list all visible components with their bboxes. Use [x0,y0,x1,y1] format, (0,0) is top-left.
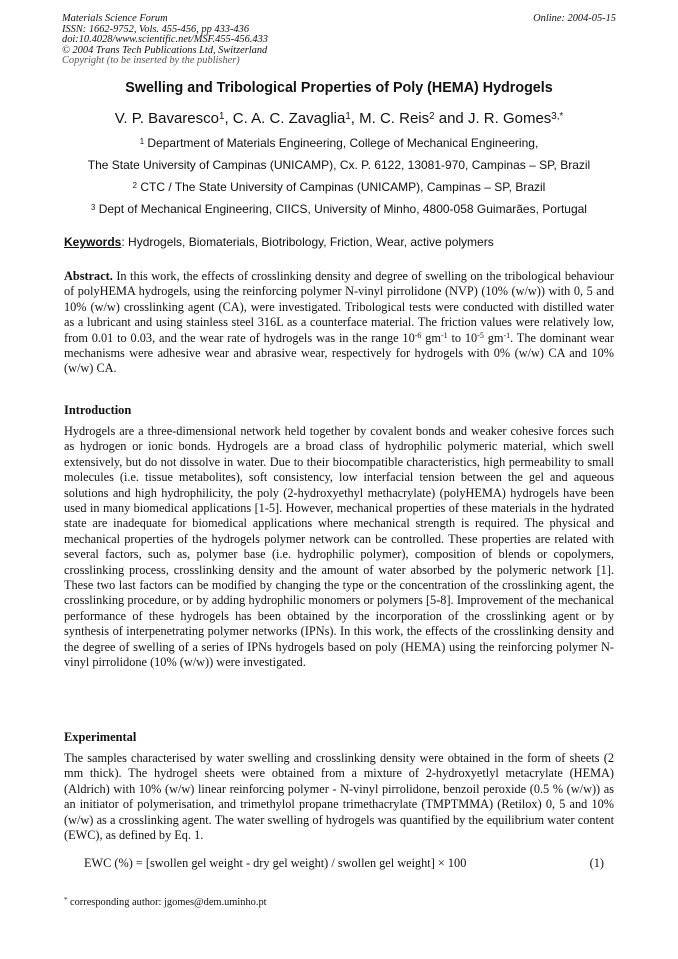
equation-text: EWC (%) = [swollen gel weight - dry gel weight) / swollen gel weight] × 100 [84,856,467,870]
author-affil-mark: 1 [345,110,351,122]
copyright-line: © 2004 Trans Tech Publications Ltd, Switzerland [62,44,268,56]
online-date: Online: 2004-05-15 [533,13,616,24]
paper-title: Swelling and Tribological Properties of Poly (HEMA) Hydrogels [125,80,553,96]
abstract-text: In this work, the effects of crosslinking density and degree of swelling on the tribological behaviour of polyHEMA hydrogels, using the reinforcing polymer N-vinyl pirrolidone (NVP) (10% (w/w)) with 0, 5 and 10% (w/w) crosslinking agent (CA), were investigated. Tribological tests were conducted with distilled water as a lubricant and using stainless steel 316L as a counterface material. The friction values were relatively low, from 0.01 to 0.03, and the wear rate of hydrogels was in the range 10 [64,269,614,345]
footnote [64,897,267,908]
author-affil-mark: 2 [429,110,435,122]
author-separator: and [434,110,468,127]
unit: gm [421,330,441,345]
keywords [64,235,494,249]
exponent: -5 [477,331,484,341]
affil-mark: 3 [91,202,96,212]
journal-name: Materials Science Forum [62,13,168,24]
keywords-list: : Hydrogels, Biomaterials, Biotribology, Friction, Wear, active polymers [121,235,494,249]
affiliation-3 [0,202,678,216]
equation-number: (1) [589,856,604,870]
abstract-label: Abstract. [64,269,113,283]
doi-line: doi:10.4028/www.scientific.net/MSF.455-456.433 [62,34,268,46]
author-name: C. A. C. Zavaglia [232,110,346,127]
footnote-mark: * [64,896,68,904]
affiliation-1-address: The State University of Campinas (UNICAMP), Cx. P. 6122, 13081-970, Campinas – SP, Brazil [87,158,591,172]
abstract-text: to 10 [447,330,478,345]
affil-text: Department of Materials Engineering, College of Mechanical Engineering, [147,136,539,150]
section-heading-introduction: Introduction [64,403,132,417]
unit: gm [483,330,504,345]
author-affil-mark: 1 [219,110,225,122]
author-name: V. P. Bavaresco [114,110,219,127]
equation-1 [84,856,604,871]
issn-line: ISSN: 1662-9752, Vols. 455-456, pp 433-436 [62,23,250,35]
author-separator: , [224,110,233,127]
exponent: -6 [414,331,422,341]
author-list [0,110,678,127]
affil-mark: 1 [139,136,145,146]
abstract-text: . The dominant wear mechanisms were adhesive wear and abrasive wear, respectively for hydrogels with 0% (w/w) CA and 10% (w/w) CA. [64,330,614,376]
footnote-text: corresponding author: jgomes@dem.uminho.pt [67,897,267,908]
affil-text: Dept of Mechanical Engineering, CIICS, University of Minho, 4800-058 Guimarães, Portugal [98,202,587,216]
exponent: -1 [503,331,511,341]
publisher-placeholder: Copyright (to be inserted by the publisher) [62,55,240,67]
author-name: J. R. Gomes [467,110,552,127]
introduction-paragraph: Hydrogels are a three-dimensional network held together by covalent bonds and weaker cohesive forces such as hydrogen or ionic bonds. Hydrogels are a broad class of hydrophilic polymeric material, which swell extensively, but do not dissolve in water. Due to their biocompatible characteristics, high permeability to small molecules (i.e. tissue metabolites), soft consistency, low interfacial tension between the gel and aqueous solutions and high hydrophilicity, the poly (2-hydroxyethyl methacrylate) (polyHEMA) hydrogels have been used in many biomedical applications [1-5]. However, mechanical properties of these materials in the hydrated state are inadequate for biomedical applications where mechanical strength is required. The physical and mechanical properties of the hydrogels polymer network can be controlled. These properties are related with several factors, such as, polymer base (i.e. hydrophilic polymer), composition of blends or copolymers, crosslinking process, crosslinking density and the amount of water absorbed by the polymeric network [1]. These two last factors can be modified by changing the type or the concentration of the crosslinking agent, the crosslinking procedure, or by adding hydrophilic monomers or polymers [5-8]. Improvement of the mechanical performance of these hydrogels has been obtained by the incorporation of the crosslinking agent or by synthesis of interpenetrating polymer networks (IPNs). In this work, the effects of the crosslinking density and the degree of swelling of a series of IPNs hydrogels based on poly (HEMA) using the reinforcing polymer N-vinyl pirrolidone (10% (w/w)) were investigated. [64,424,614,670]
affil-mark: 2 [132,180,137,190]
affiliation-1 [0,136,678,150]
affiliation-2 [0,180,678,194]
experimental-paragraph: The samples characterised by water swelling and crosslinking density were obtained in the form of sheets (2 mm thick). The hydrogel sheets were obtained from a mixture of 2-hydroxyetlyl metacrylate (HEMA) (Aldrich) with 10% (w/w) linear reinforcing polymer - N-vinyl pirrolidone, benzoil peroxide (0.5 % (w/w)) as an initiator of polymerisation, and trimethylol propane trimethacrylate (TMPTMMA) (Retilox) 0, 5 and 10% (w/w) as a crosslinking agent. The water swelling of hydrogels was quantified by the equilibrium water content (EWC), as defined by Eq. 1. [64,751,614,843]
author-affil-mark: 3,* [551,110,564,122]
page-header [62,14,616,67]
section-heading-experimental: Experimental [64,730,137,744]
affil-text: CTC / The State University of Campinas (UNICAMP), Campinas – SP, Brazil [140,180,546,194]
author-separator: , [350,110,360,127]
abstract [64,269,614,377]
keywords-label: Keywords [64,235,122,249]
author-name: M. C. Reis [359,110,430,127]
exponent: -1 [440,331,448,341]
